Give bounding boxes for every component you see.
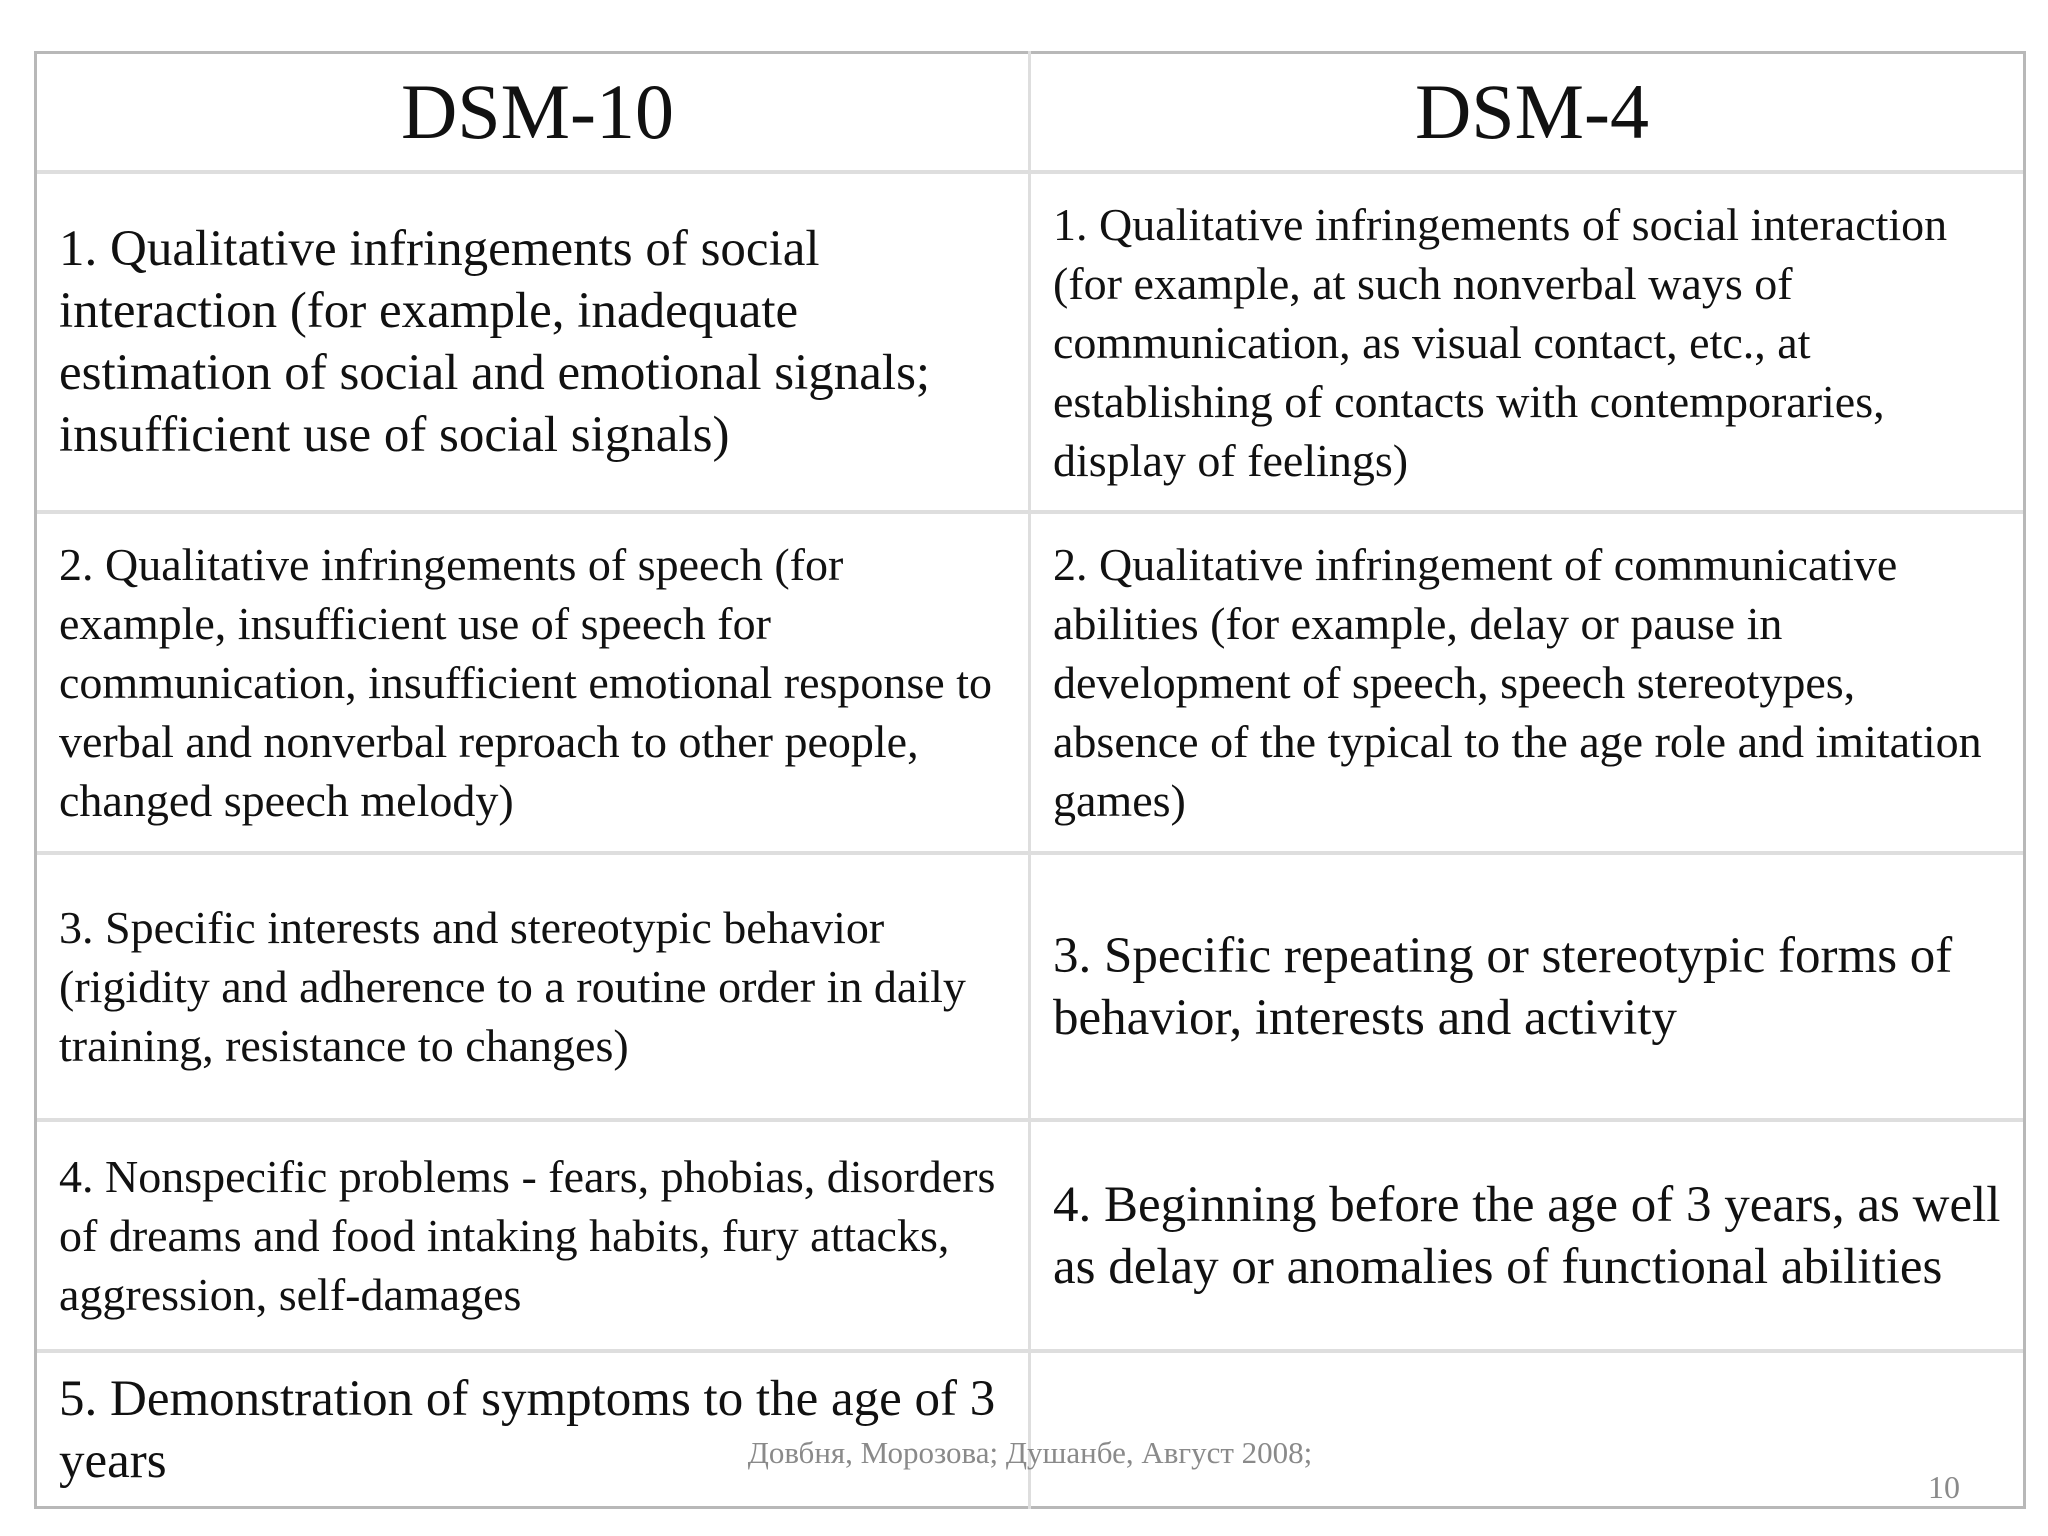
criterion-text: 1. Qualitative infringements of social interaction (for example, at such nonverbal ways of communication, as visual contact, etc., at establishing of contacts with contemporaries, display of feelings) xyxy=(1053,198,1948,486)
criterion-text: 5. Demonstration of symptoms to the age of 3 years xyxy=(59,1370,996,1489)
column-header: DSM-10 xyxy=(400,68,675,155)
criterion-text: 2. Qualitative infringements of speech (for example, insufficient use of speech for communication, insufficient emotional response to verbal and nonverbal reproach to other people, changed speech melody) xyxy=(59,539,993,826)
criterion-text: 2. Qualitative infringement of communicative abilities (for example, delay or pause in development of speech, speech stereotypes, absence of the typical to the age role and imitation games) xyxy=(1053,539,1982,826)
header-cell-dsm4 xyxy=(1031,54,2023,170)
table-cell xyxy=(1031,514,2023,851)
column-header: DSM-4 xyxy=(1414,68,1650,155)
table-cell xyxy=(37,1122,1028,1349)
header-cell-dsm10 xyxy=(37,54,1028,170)
criterion-text: 4. Beginning before the age of 3 years, as well as delay or anomalies of functional abilities xyxy=(1053,1176,2001,1295)
footer-author: Довбня, Морозова; Душанбе, Август 2008; xyxy=(747,1435,1313,1470)
table-cell-empty xyxy=(1031,1353,2023,1506)
criterion-text: 3. Specific repeating or stereotypic forms of behavior, interests and activity xyxy=(1053,927,1953,1046)
criterion-text: 1. Qualitative infringements of social interaction (for example, inadequate estimation of social and emotional signals; insufficient use of social signals) xyxy=(59,221,931,463)
table-cell xyxy=(37,174,1028,510)
page-number: 10 xyxy=(1928,1469,1960,1505)
table-cell xyxy=(1031,855,2023,1118)
table-cell xyxy=(1031,1122,2023,1349)
criterion-text: 3. Specific interests and stereotypic behavior (rigidity and adherence to a routine order in daily training, resistance to changes) xyxy=(59,902,966,1071)
table-cell xyxy=(1031,174,2023,510)
criterion-text: 4. Nonspecific problems - fears, phobias, disorders of dreams and food intaking habits, fury attacks, aggression, self-damages xyxy=(59,1151,996,1320)
table-cell xyxy=(37,855,1028,1118)
table-cell xyxy=(37,514,1028,851)
table-cell xyxy=(37,1353,1028,1506)
